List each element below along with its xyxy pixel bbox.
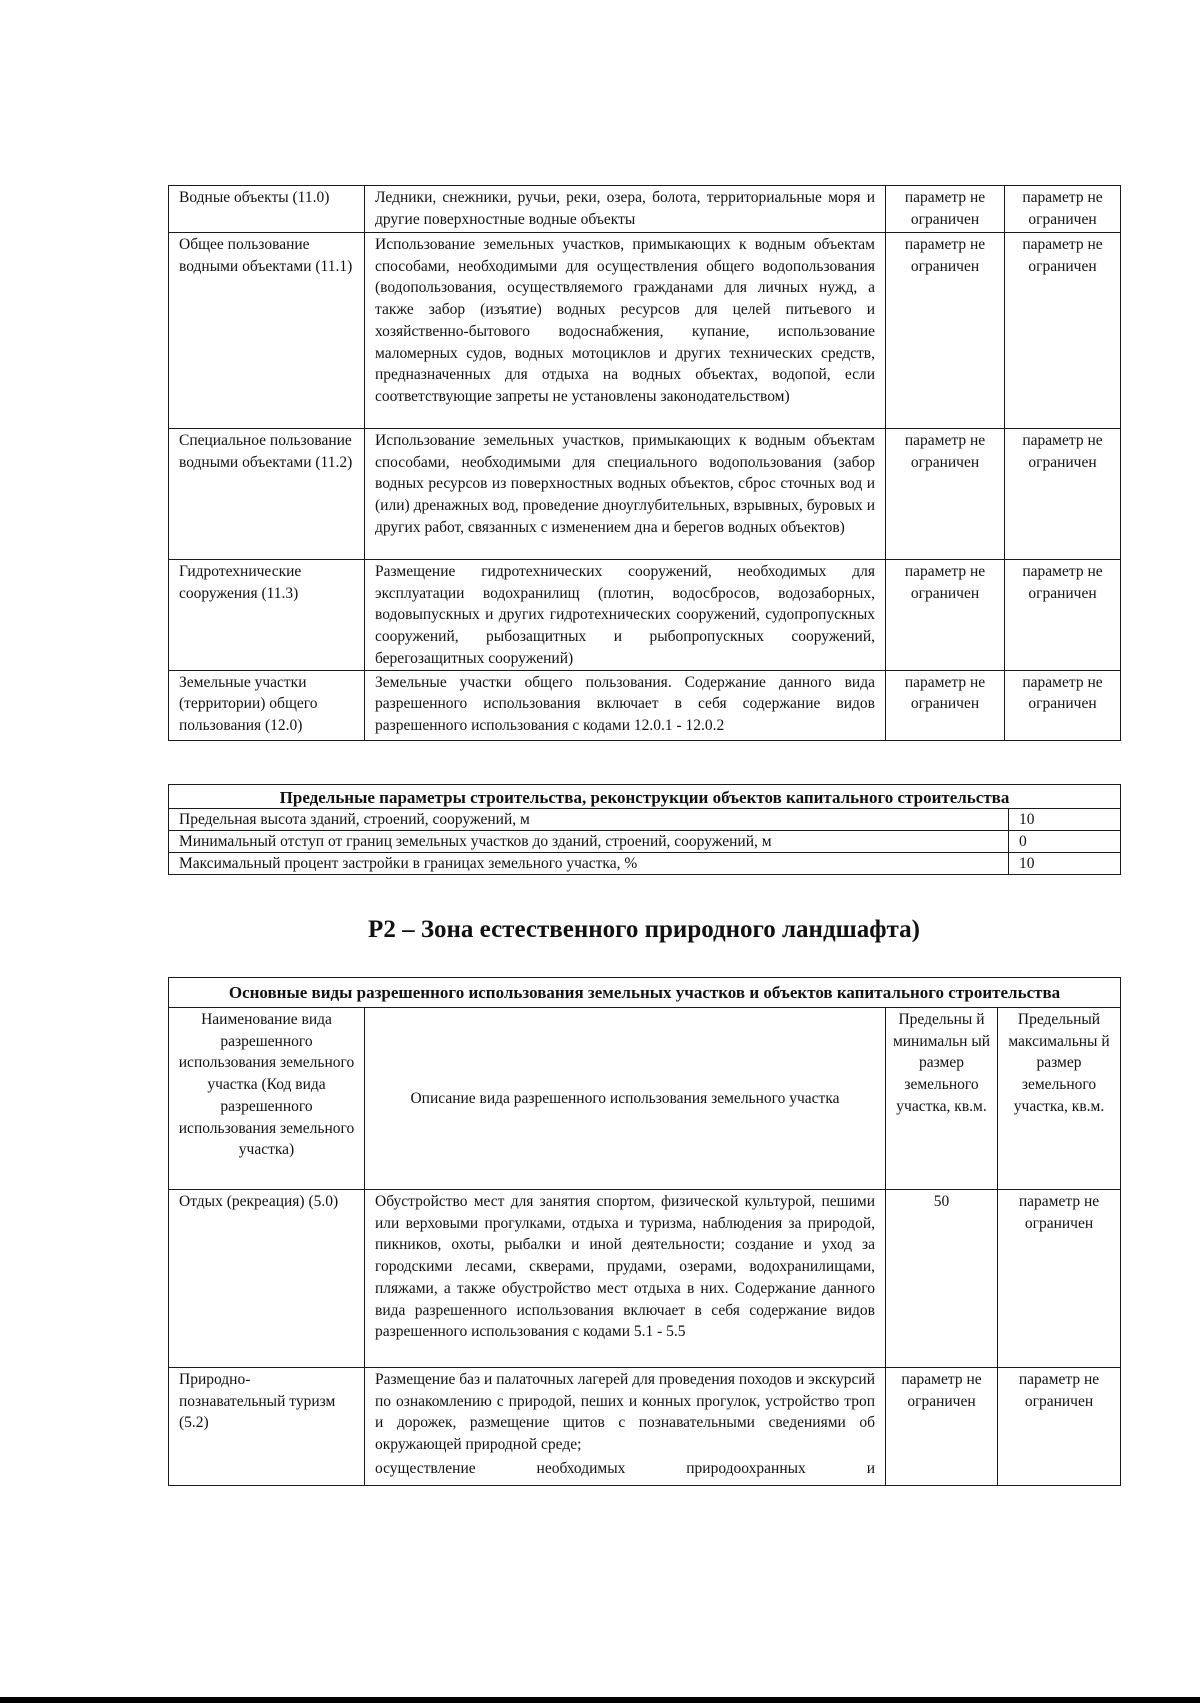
param-label: Максимальный процент застройки в границах земельного участка, % [169, 853, 1009, 875]
param-value: 10 [1009, 853, 1121, 875]
use-name: Земельные участки (территории) общего пользования (12.0) [169, 670, 365, 740]
use-description-continuation: осуществление необходимых природоохранных и [375, 1459, 875, 1477]
header-min: Предельны й минимальн ый размер земельного участка, кв.м. [886, 1008, 998, 1190]
scan-edge [0, 1697, 1200, 1703]
table-row [169, 233, 1121, 429]
use-name: Водные объекты (11.0) [169, 186, 365, 233]
zone-heading: Р2 – Зона естественного природного ландшафта) [368, 916, 920, 943]
use-description [365, 1368, 886, 1486]
max-size: параметр не ограничен [998, 1190, 1121, 1368]
use-description: Размещение гидротехнических сооружений, необходимых для эксплуатации водохранилищ (плотин, водосбросов, водозаборных, водовыпускных и других гидротехнических сооружений, судопропускных сооружений, рыбозащитных и рыбопропускных сооружений, берегозащитных сооружений) [365, 560, 886, 671]
table-row [169, 429, 1121, 560]
header-row [169, 1008, 1121, 1190]
param-value: 0 [1009, 831, 1121, 853]
table-row [169, 186, 1121, 233]
min-size: параметр не ограничен [886, 233, 1005, 429]
use-description: Земельные участки общего пользования. Содержание данного вида разрешенного использования включает в себя содержание видов разрешенного использования с кодами 12.0.1 - 12.0.2 [365, 670, 886, 740]
table-row [169, 670, 1121, 740]
min-size: параметр не ограничен [886, 1368, 998, 1486]
use-name: Специальное пользование водными объектами (11.2) [169, 429, 365, 560]
max-size: параметр не ограничен [1005, 429, 1121, 560]
params-table-title: Предельные параметры строительства, реконструкции объектов капитального строительства [169, 785, 1121, 809]
table-row [169, 1190, 1121, 1368]
param-value: 10 [1009, 809, 1121, 831]
use-description-text: Размещение баз и палаточных лагерей для проведения походов и экскурсий по ознакомлению с природой, пеших и конных прогулок, устройство троп и дорожек, размещение щитов с познавательными сведениями об окружающей природной среде; [375, 1371, 875, 1454]
max-size: параметр не ограничен [1005, 670, 1121, 740]
min-size: параметр не ограничен [886, 186, 1005, 233]
use-description: Использование земельных участков, примыкающих к водным объектам способами, необходимыми для осуществления общего водопользования (водопользования, осуществляемого гражданами для личных нужд, а также забор (изъятие) водных ресурсов для целей питьевого и хозяйственно-бытового водоснабжения, купание, использование маломерных судов, водных мотоциклов и других технических средств, предназначенных для отдыха на водных объектах, водопой, если соответствующие запреты не установлены законодательством) [365, 233, 886, 429]
table-row [169, 809, 1121, 831]
min-size: 50 [886, 1190, 998, 1368]
table-row [169, 853, 1121, 875]
use-name: Природно-познавательный туризм (5.2) [169, 1368, 365, 1486]
max-size: параметр не ограничен [998, 1368, 1121, 1486]
min-size: параметр не ограничен [886, 670, 1005, 740]
water-use-table [168, 185, 1121, 741]
use-name: Гидротехнические сооружения (11.3) [169, 560, 365, 671]
header-name: Наименование вида разрешенного использования земельного участка (Код вида разрешенного использования земельного участка) [169, 1008, 365, 1190]
min-size: параметр не ограничен [886, 560, 1005, 671]
header-description: Описание вида разрешенного использования земельного участка [365, 1008, 886, 1190]
use-name: Общее пользование водными объектами (11.1) [169, 233, 365, 429]
use-description: Обустройство мест для занятия спортом, физической культурой, пешими или верховыми прогулками, отдыха и туризма, наблюдения за природой, пикников, охоты, рыбалки и иной деятельности; создание и уход за городскими лесами, скверами, прудами, озерами, водохранилищами, пляжами, а также обустройство мест отдыха в них. Содержание данного вида разрешенного использования включает в себя содержание видов разрешенного использования с кодами 5.1 - 5.5 [365, 1190, 886, 1368]
header-max: Предельный максимальны й размер земельного участка, кв.м. [998, 1008, 1121, 1190]
use-description: Использование земельных участков, примыкающих к водным объектам способами, необходимыми для специального водопользования (забор водных ресурсов из поверхностных водных объектов, сброс сточных вод и (или) дренажных вод, проведение дноуглубительных, взрывных, буровых и других работ, связанных с изменением дна и берегов водных объектов) [365, 429, 886, 560]
max-size: параметр не ограничен [1005, 560, 1121, 671]
zone-uses-table [168, 977, 1121, 1486]
max-size: параметр не ограничен [1005, 233, 1121, 429]
param-label: Минимальный отступ от границ земельных участков до зданий, строений, сооружений, м [169, 831, 1009, 853]
construction-params-table [168, 784, 1121, 875]
table-row [169, 831, 1121, 853]
max-size: параметр не ограничен [1005, 186, 1121, 233]
min-size: параметр не ограничен [886, 429, 1005, 560]
table-row [169, 1368, 1121, 1486]
use-description: Ледники, снежники, ручьи, реки, озера, болота, территориальные моря и другие поверхностные водные объекты [365, 186, 886, 233]
use-name: Отдых (рекреация) (5.0) [169, 1190, 365, 1368]
zone-table-title: Основные виды разрешенного использования земельных участков и объектов капитального строительства [169, 978, 1121, 1008]
param-label: Предельная высота зданий, строений, сооружений, м [169, 809, 1009, 831]
table-row [169, 560, 1121, 671]
